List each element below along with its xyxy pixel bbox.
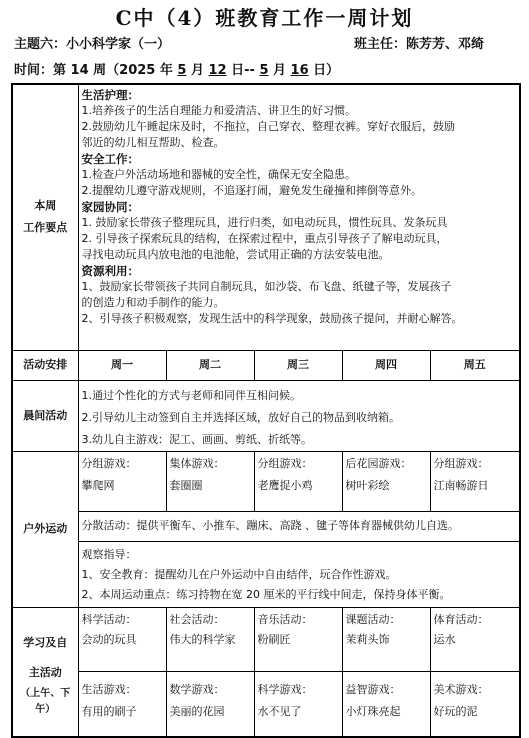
- care-line-2: 2.鼓励幼儿午睡起床及时，不拖拉，自己穿衣、整理衣裤。穿好衣服后，鼓励: [81, 120, 455, 133]
- teacher-label: 班主任：陈芳芳、邓绮: [354, 37, 485, 52]
- morning-row: [12, 380, 520, 451]
- weekly-plan-table: [11, 83, 521, 738]
- outdoor-cell-wed: [254, 451, 342, 511]
- morning-line-2: 2.引导幼儿主动签到自主并选择区域，放好自己的物品到收纳箱。: [81, 410, 400, 424]
- study-label-4: 午）: [35, 703, 56, 715]
- study1-cell-tue: [166, 607, 254, 671]
- outdoor-games-row: [12, 451, 520, 511]
- study1-content-fri: 运水: [433, 632, 456, 646]
- study2-content-wed: 水不见了: [257, 704, 302, 718]
- study2-title-thu: 益智游戏：: [345, 682, 401, 696]
- date-sep-2: 日--: [226, 63, 260, 78]
- date-sep-3: 月: [268, 63, 291, 78]
- study-label-3: （上午、下: [20, 687, 71, 699]
- focus-content: [78, 84, 520, 350]
- morning-line-1: 1.通过个性化的方式与老师和同伴互相问候。: [81, 388, 301, 402]
- day-thursday: 周四: [342, 350, 430, 380]
- day-monday: 周一: [78, 350, 166, 380]
- study-row-1: [12, 607, 520, 671]
- outdoor-cell-tue: [166, 451, 254, 511]
- date-range: [14, 59, 339, 78]
- study-label: [12, 607, 78, 737]
- day-wednesday: 周三: [254, 350, 342, 380]
- study2-content-tue: 美丽的花园: [169, 704, 225, 718]
- study1-title-fri: 体育活动：: [433, 612, 489, 626]
- focus-row: [12, 84, 520, 350]
- home-line-1: 1. 鼓励家长带孩子整理玩具，进行归类，如电动玩具，惯性玩具、发条玩具: [81, 216, 448, 229]
- study2-cell-tue: [166, 671, 254, 737]
- resources-line-2: 的创造力和动手制作的能力。: [81, 296, 225, 309]
- morning-label: 晨间活动: [12, 380, 78, 451]
- date-suffix: 日）: [308, 63, 340, 78]
- study1-title-wed: 音乐活动：: [257, 612, 313, 626]
- resources-line-1: 1、鼓励家长带领孩子共同自制玩具，如沙袋、布飞盘、纸毽子等，发展孩子: [81, 280, 452, 293]
- outdoor-content-wed: 老鹰捉小鸡: [257, 478, 313, 492]
- focus-label-1: 本周: [34, 199, 57, 213]
- study-row-2: [12, 671, 520, 737]
- outdoor-guidance: [78, 541, 520, 607]
- study-label-2: 主活动: [28, 665, 62, 679]
- outdoor-content-thu: 树叶彩绘: [345, 478, 390, 492]
- end-month: 5: [259, 63, 269, 78]
- guidance-heading: 观察指导：: [81, 547, 137, 561]
- outdoor-content-tue: 套圈圈: [169, 478, 203, 492]
- page-title: C中（4）班教育工作一周计划: [115, 6, 414, 30]
- study1-title-thu: 课题活动：: [345, 612, 401, 626]
- study2-content-fri: 好玩的泥: [433, 704, 478, 718]
- study2-cell-fri: [430, 671, 520, 737]
- outdoor-title-wed: 分组游戏：: [257, 456, 313, 470]
- study1-title-tue: 社会活动：: [169, 612, 225, 626]
- study1-cell-fri: [430, 607, 520, 671]
- study-label-1: 学习及自: [23, 635, 68, 649]
- outdoor-content-mon: 攀爬网: [81, 478, 115, 492]
- focus-label: [12, 84, 78, 350]
- start-day: 12: [208, 63, 227, 78]
- schedule-header-row: [12, 350, 520, 380]
- study1-content-mon: 会动的玩具: [81, 632, 137, 646]
- home-line-2: 2. 引导孩子探索玩具的结构，在探索过程中，重点引导孩子了解电动玩具，: [81, 232, 448, 245]
- section-heading-home: 家园协同：: [81, 200, 139, 214]
- outdoor-scattered-row: [12, 511, 520, 541]
- outdoor-title-tue: 集体游戏：: [169, 456, 225, 470]
- study2-content-mon: 有用的刷子: [81, 704, 137, 718]
- start-month: 5: [177, 63, 187, 78]
- study1-title-mon: 科学活动：: [81, 612, 137, 626]
- care-line-1: 1.培养孩子的生活自理能力和爱清洁、讲卫生的好习惯。: [81, 104, 356, 117]
- outdoor-scattered: 分散活动：提供平衡车、小推车、蹦床、高跷 、毽子等体育器械供幼儿自选。: [78, 511, 520, 541]
- outdoor-title-mon: 分组游戏：: [81, 456, 137, 470]
- section-heading-safety: 安全工作：: [81, 152, 139, 166]
- study2-cell-thu: [342, 671, 430, 737]
- study1-cell-thu: [342, 607, 430, 671]
- study2-title-tue: 数学游戏：: [169, 682, 225, 696]
- schedule-label: 活动安排: [12, 350, 78, 380]
- study2-title-fri: 美术游戏：: [433, 682, 489, 696]
- study2-cell-wed: [254, 671, 342, 737]
- study1-content-thu: 茉莉头饰: [345, 632, 390, 646]
- section-heading-care: 生活护理：: [81, 88, 139, 102]
- guidance-line-1: 1、安全教育：提醒幼儿在户外运动中自由结伴，玩合作性游戏。: [81, 567, 397, 581]
- study2-cell-mon: [78, 671, 166, 737]
- day-friday: 周五: [430, 350, 520, 380]
- date-sep-1: 月: [186, 63, 209, 78]
- outdoor-cell-fri: [430, 451, 520, 511]
- study1-content-wed: 粉刷匠: [257, 632, 291, 646]
- study2-content-thu: 小灯珠亮起: [345, 704, 401, 718]
- outdoor-label: 户外运动: [12, 451, 78, 607]
- home-line-3: 寻找电动玩具内放电池的电池舱，尝试用正确的方法安装电池。: [81, 248, 390, 261]
- outdoor-title-thu: 后花园游戏：: [345, 456, 412, 470]
- study2-title-mon: 生活游戏：: [81, 682, 137, 696]
- end-day: 16: [290, 63, 309, 78]
- study2-title-wed: 科学游戏：: [257, 682, 313, 696]
- morning-line-3: 3.幼儿自主游戏：泥工、画画、剪纸、折纸等。: [81, 432, 312, 446]
- study1-content-tue: 伟大的科学家: [169, 632, 236, 646]
- outdoor-cell-thu: [342, 451, 430, 511]
- study1-cell-mon: [78, 607, 166, 671]
- date-prefix: 时间：第 14 周（2025 年: [14, 63, 178, 78]
- focus-label-2: 工作要点: [23, 221, 68, 235]
- outdoor-title-fri: 分组游戏：: [433, 456, 489, 470]
- morning-content: [78, 380, 520, 451]
- theme-label: 主题六：小小科学家（一）: [14, 37, 171, 52]
- outdoor-content-fri: 江南畅游日: [433, 478, 489, 492]
- day-tuesday: 周二: [166, 350, 254, 380]
- resources-line-3: 2、引导孩子积极观察，发现生活中的科学现象，鼓励孩子提问，并耐心解答。: [81, 312, 463, 325]
- study1-cell-wed: [254, 607, 342, 671]
- safety-line-2: 2.提醒幼儿遵守游戏规则，不追逐打闹，避免发生碰撞和摔倒等意外。: [81, 184, 422, 197]
- outdoor-cell-mon: [78, 451, 166, 511]
- guidance-line-2: 2、本周运动重点：练习持物在宽 20 厘米的平行线中间走，保持身体平衡。: [81, 587, 451, 601]
- section-heading-resources: 资源利用：: [81, 264, 139, 278]
- care-line-3: 邻近的幼儿相互帮助、检查。: [81, 136, 225, 149]
- safety-line-1: 1.检查户外活动场地和器械的安全性，确保无安全隐患。: [81, 168, 356, 181]
- outdoor-guidance-row: [12, 541, 520, 607]
